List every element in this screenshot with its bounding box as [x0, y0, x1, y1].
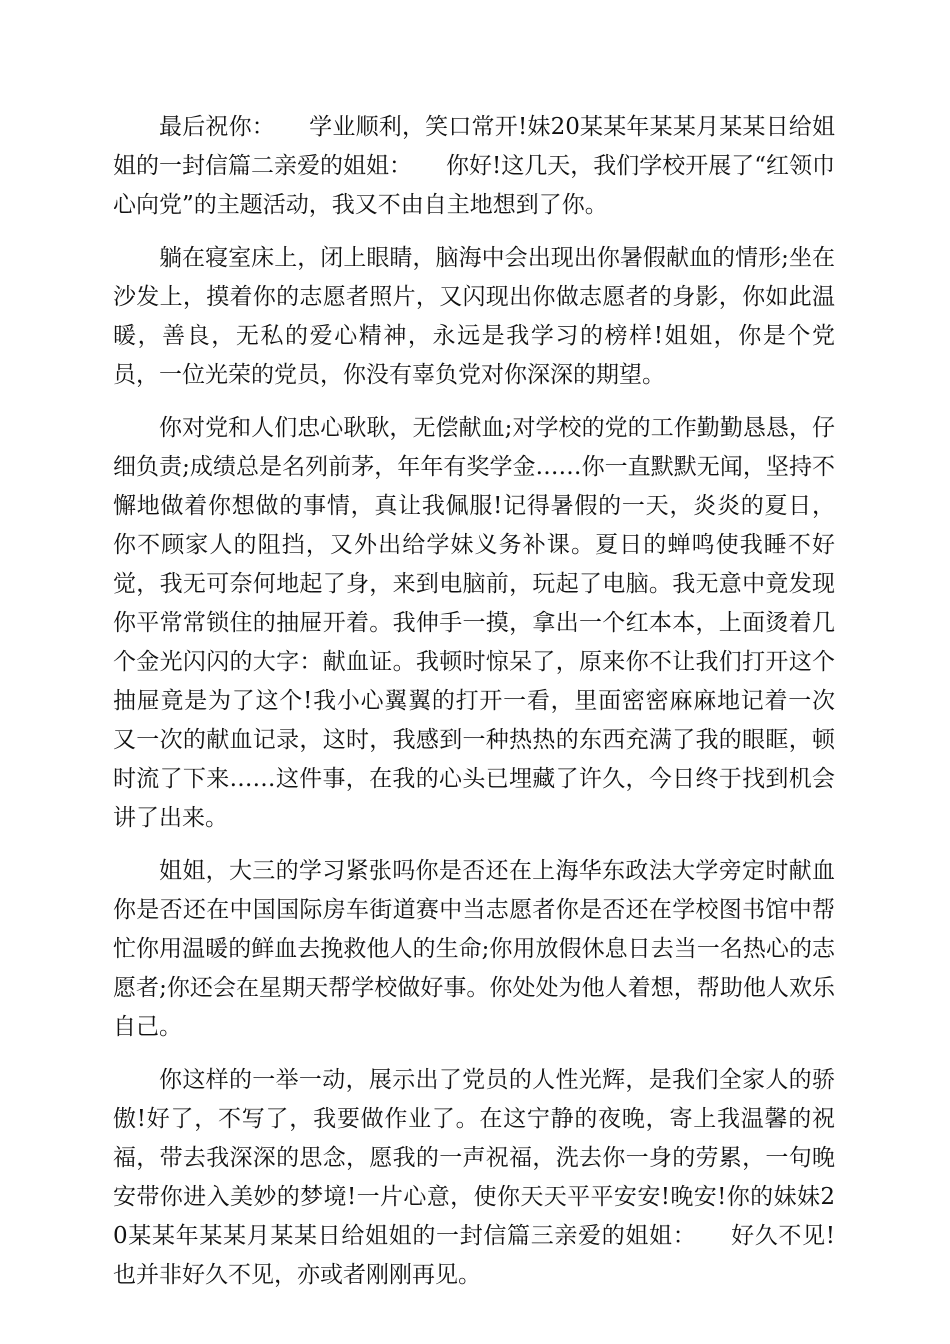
- paragraph-1-part-3: 你好!这几天，我们学校开展了“红领巾心向党”的主题活动，我又不由自主地想到了你。: [113, 153, 836, 218]
- paragraph-4: 姐姐，大三的学习紧张吗你是否还在上海华东政法大学旁定时献血你是否还在中国国际房车街道赛中当志愿者你是否还在学校图书馆中帮忙你用温暖的鲜血去挽救他人的生命;你用放假休息日去当一名热心的志愿者;你还会在星期天帮学校做好事。你处处为他人着想，帮助他人欢乐自己。: [113, 858, 835, 1040]
- paragraph-3: 你对党和人们忠心耿耿，无偿献血;对学校的党的工作勤勤恳恳，仔细负责;成绩总是名列前茅，年年有奖学金……你一直默默无闻，坚持不懈地做着你想做的事情，真让我佩服!记得暑假的一天，炎炎的夏日，你不顾家人的阻挡，又外出给学妹义务补课。夏日的蝉鸣使我睡不好觉，我无可奈何地起了身，来到电脑前，玩起了电脑。我无意中竟发现你平常常锁住的抽屉开着。我伸手一摸，拿出一个红本本，上面烫着几个金光闪闪的大字：献血证。我顿时惊呆了，原来你不让我们打开这个抽屉竟是为了这个!我小心翼翼的打开一看，里面密密麻麻地记着一次又一次的献血记录，这时，我感到一种热热的东西充满了我的眼眶，顿时流了下来……这件事，在我的心头已埋藏了许久，今日终于找到机会讲了出来。: [113, 415, 835, 831]
- paragraph-5: [113, 1061, 835, 1295]
- paragraph-1: [113, 108, 835, 225]
- document-page: [113, 108, 835, 1309]
- paragraph-5-part-2: 好久不见!也并非好久不见，亦或者刚刚再见。: [113, 1223, 836, 1288]
- paragraph-1-part-1: 最后祝你：: [159, 114, 275, 140]
- paragraph-1-part-2: 学业顺利，笑口常开!妹20某某年某某月某某日给姐姐的一封信篇二亲爱的姐姐：: [113, 114, 835, 179]
- paragraph-5-part-1: 你这样的一举一动，展示出了党员的人性光辉，是我们全家人的骄傲!好了，不写了，我要做作业了。在这宁静的夜晚，寄上我温馨的祝福，带去我深深的思念，愿我的一声祝福，洗去你一身的劳累，一句晚安带你进入美妙的梦境!一片心意，使你天天平平安安!晚安!你的妹妹20某某年某某月某某日给姐姐的一封信篇三亲爱的姐姐：: [113, 1067, 835, 1249]
- paragraph-2: 躺在寝室床上，闭上眼睛，脑海中会出现出你暑假献血的情形;坐在沙发上，摸着你的志愿者照片，又闪现出你做志愿者的身影，你如此温暖，善良，无私的爱心精神，永远是我学习的榜样!姐姐，你是个党员，一位光荣的党员，你没有辜负党对你深深的期望。: [113, 245, 835, 388]
